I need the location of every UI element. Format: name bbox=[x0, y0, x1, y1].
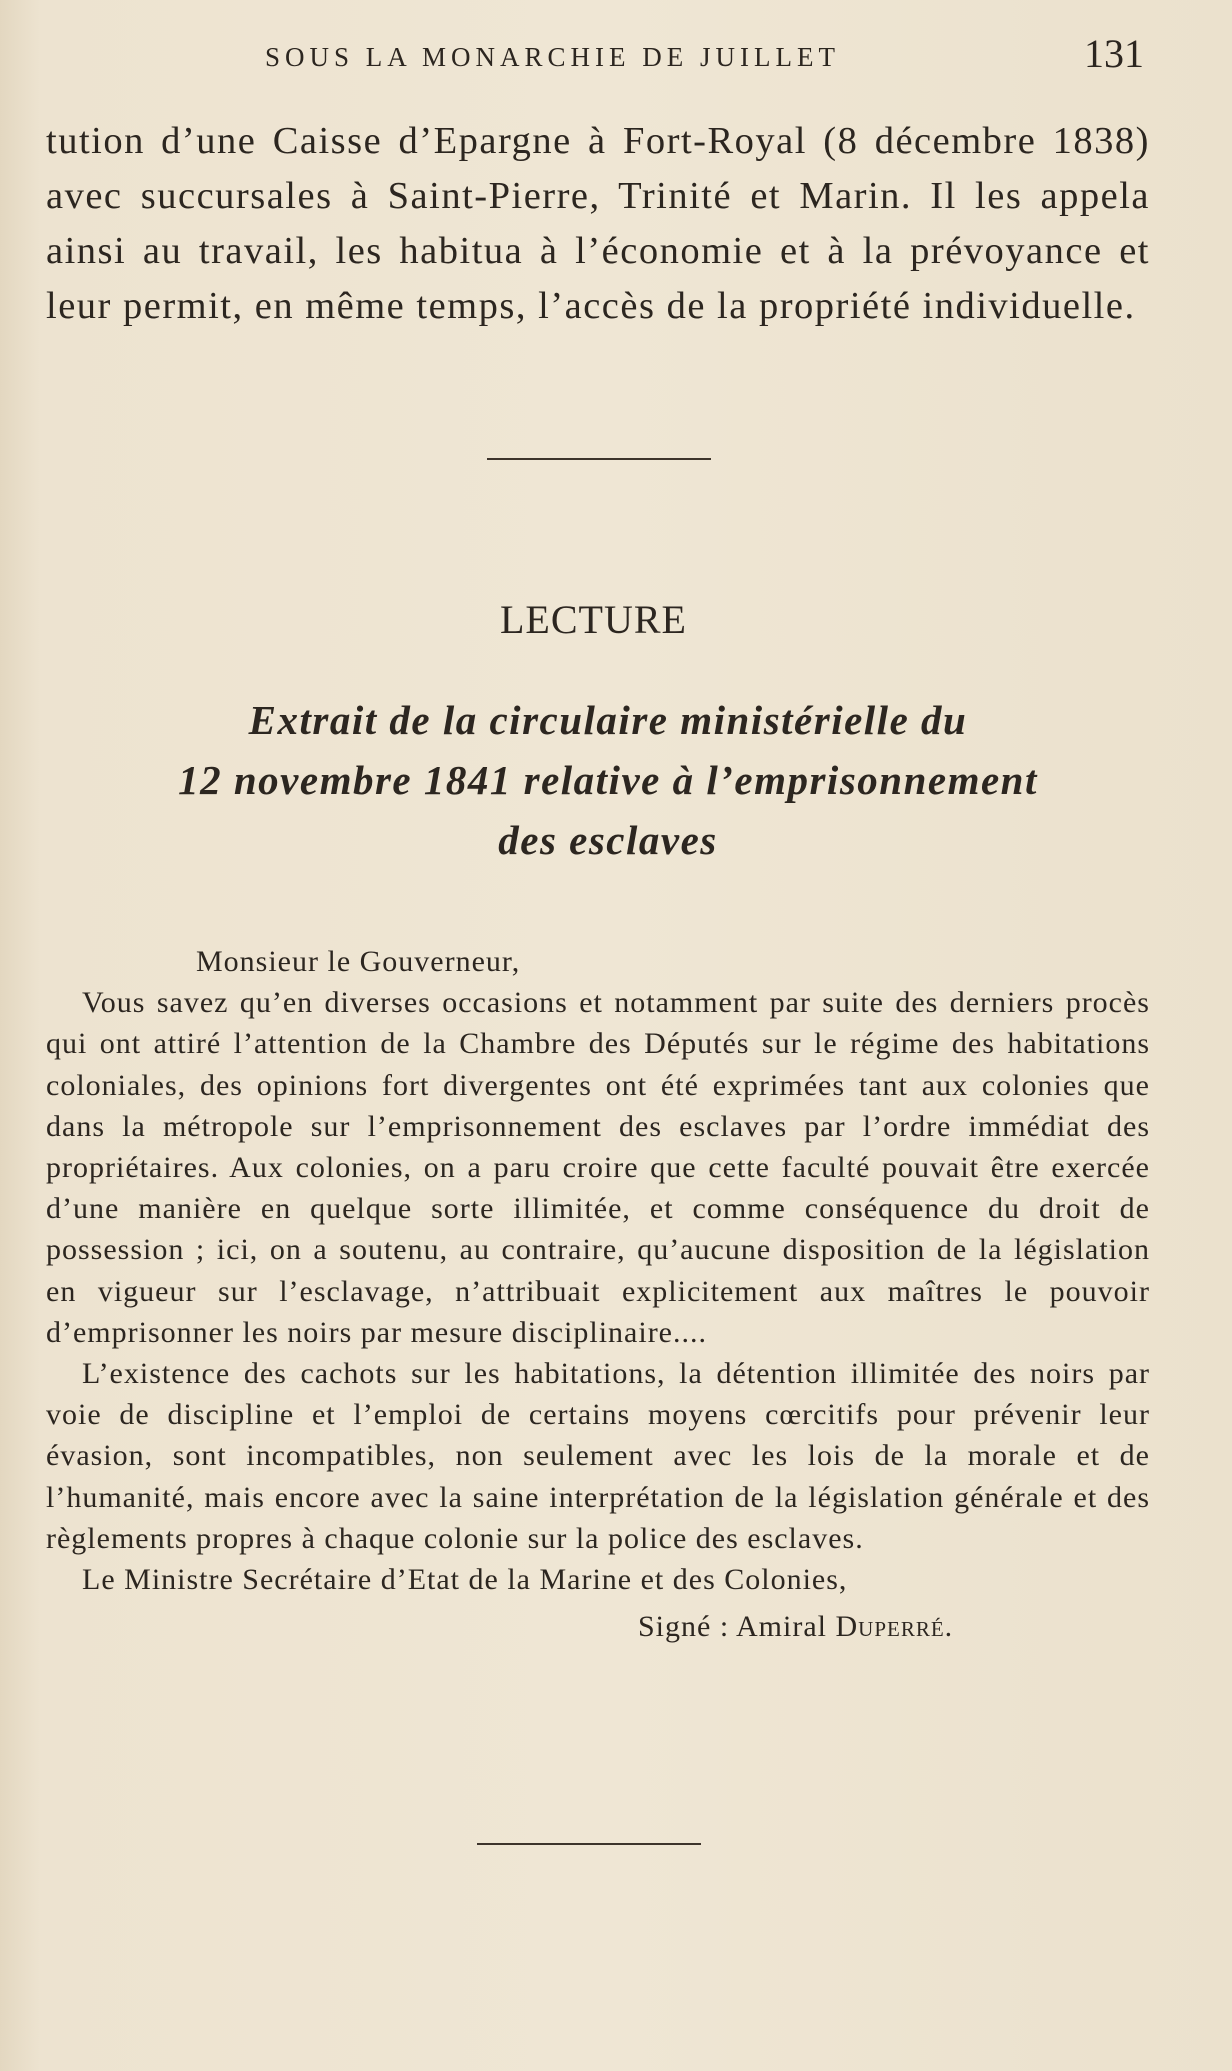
letter-signature bbox=[46, 1606, 1150, 1647]
document-title-line-2: 12 novembre 1841 relative à l’emprisonnement bbox=[178, 757, 1038, 803]
letter-closing: Le Ministre Secrétaire d’Etat de la Marine et des Colonies, bbox=[82, 1563, 848, 1597]
running-head: SOUS LA MONARCHIE DE JUILLET bbox=[265, 42, 840, 72]
letter-salutation: Monsieur le Gouverneur, bbox=[196, 945, 521, 978]
document-title-line-1: Extrait de la circulaire ministérielle du bbox=[248, 697, 968, 743]
signature-name: Duperré. bbox=[835, 1610, 954, 1644]
document-title-line-3: des esclaves bbox=[498, 817, 718, 863]
signature-prefix: Signé : Amiral bbox=[638, 1610, 827, 1644]
circular-letter bbox=[46, 941, 1150, 1647]
document-title bbox=[88, 690, 1128, 870]
letter-paragraph-2: L’existence des cachots sur les habitations, la détention illimitée des noirs par voie de discipline et l’emploi de certains moyens cœrcitifs pour prévenir leur évasion, sont incompatibles, non seulement avec les lois de la morale et de l’humanité, mais encore avec la saine interprétation de la législation générale et des règlements propres à chaque colonie sur la police des esclaves. bbox=[46, 1357, 1150, 1555]
letter-paragraph-1: Vous savez qu’en diverses occasions et notamment par suite des derniers procès qui ont attiré l’attention de la Chambre des Députés sur le régime des habitations coloniales, des opinions fort divergentes ont été exprimées tant aux colonies que dans la métropole sur l’emprisonnement des esclaves par l’ordre immédiat des propriétaires. Aux colonies, on a paru croire que cette faculté pouvait être exercée d’une manière en quelque sorte illimitée, et comme conséquence du droit de possession ; ici, on a soutenu, au contraire, qu’aucune disposition de la législation en vigueur sur l’esclavage, n’attribuait explicitement aux maîtres le pouvoir d’emprisonner les noirs par mesure disciplinaire.... bbox=[46, 986, 1150, 1349]
section-heading: LECTURE bbox=[500, 597, 687, 642]
intro-paragraph: tution d’une Caisse d’Epargne à Fort-Royal (8 décembre 1838) avec succursales à Saint-Pierre, Trinité et Marin. Il les appela ainsi au travail, les habitua à l’économie et à la prévoyance et leur permit, en même temps, l’accès de la propriété individuelle. bbox=[46, 120, 1150, 327]
section-divider bbox=[487, 458, 711, 460]
page-number: 131 bbox=[1084, 31, 1144, 76]
end-divider bbox=[477, 1843, 701, 1845]
